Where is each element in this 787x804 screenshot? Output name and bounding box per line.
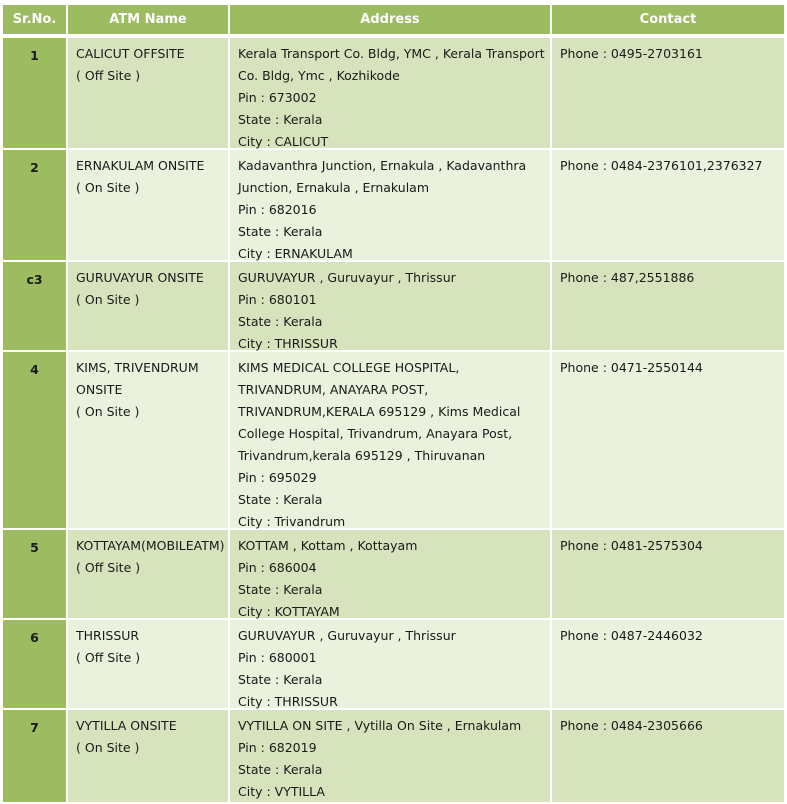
table-row [3,38,784,150]
city: City : ERNAKULAM [238,246,353,261]
state: State : Kerala [238,224,323,239]
address-line: Kadavanthra Junction, Ernakula , Kadavanthra [238,158,527,173]
atm-name-cell [68,262,230,350]
address-line: GURUVAYUR , Guruvayur , Thrissur [238,270,456,285]
address-cell [230,150,552,260]
city: City : KOTTAYAM [238,604,340,619]
address-line: College Hospital, Trivandrum, Anayara Post, [238,426,513,441]
table-row [3,262,784,352]
address-cell [230,262,552,350]
pin-code: Pin : 680101 [238,292,317,307]
atm-name: ONSITE [76,382,123,397]
pin-code: Pin : 682016 [238,202,317,217]
pin-code: Pin : 695029 [238,470,317,485]
address-cell [230,620,552,708]
pin-code: Pin : 680001 [238,650,317,665]
address-line: Kerala Transport Co. Bldg, YMC , Kerala Transport [238,46,545,61]
contact-cell: Phone : 0471-2550144 [552,352,784,528]
state: State : Kerala [238,762,323,777]
contact-cell: Phone : 0487-2446032 [552,620,784,708]
atm-name: KIMS, TRIVENDRUM [76,360,199,375]
city: City : THRISSUR [238,336,338,351]
atm-name-cell [68,620,230,708]
address-cell [230,710,552,802]
atm-name-cell [68,710,230,802]
contact-cell: Phone : 0481-2575304 [552,530,784,618]
site-type: ( On Site ) [76,292,140,307]
address-cell [230,530,552,618]
address-cell [230,352,552,528]
sr-no-cell: c3 [3,262,68,350]
table-row [3,530,784,620]
pin-code: Pin : 682019 [238,740,317,755]
atm-name-cell [68,38,230,148]
table-row [3,620,784,710]
state: State : Kerala [238,492,323,507]
table-row [3,150,784,262]
contact-cell: Phone : 0484-2305666 [552,710,784,802]
atm-name: THRISSUR [76,628,140,643]
address-line: KIMS MEDICAL COLLEGE HOSPITAL, [238,360,460,375]
table-body [3,38,784,804]
state: State : Kerala [238,672,323,687]
atm-name: GURUVAYUR ONSITE [76,270,204,285]
address-line: TRIVANDRUM, ANAYARA POST, [238,382,429,397]
atm-table [3,5,784,804]
address-line: VYTILLA ON SITE , Vytilla On Site , Ernakulam [238,718,522,733]
sr-no-cell: 2 [3,150,68,260]
header-sr-no: Sr.No. [3,5,68,34]
sr-no-cell: 4 [3,352,68,528]
atm-name: VYTILLA ONSITE [76,718,177,733]
sr-no-cell: 7 [3,710,68,802]
state: State : Kerala [238,112,323,127]
state: State : Kerala [238,314,323,329]
pin-code: Pin : 673002 [238,90,317,105]
city: City : VYTILLA [238,784,325,799]
contact-cell: Phone : 0495-2703161 [552,38,784,148]
site-type: ( Off Site ) [76,560,141,575]
city: City : Trivandrum [238,514,346,529]
atm-name: ERNAKULAM ONSITE [76,158,205,173]
address-cell [230,38,552,148]
table-row [3,352,784,530]
address-line: GURUVAYUR , Guruvayur , Thrissur [238,628,456,643]
atm-name-cell [68,150,230,260]
atm-name-cell [68,352,230,528]
contact-cell: Phone : 487,2551886 [552,262,784,350]
address-line: Co. Bldg, Ymc , Kozhikode [238,68,400,83]
sr-no-cell: 6 [3,620,68,708]
site-type: ( On Site ) [76,404,140,419]
address-line: KOTTAM , Kottam , Kottayam [238,538,418,553]
city: City : THRISSUR [238,694,338,709]
state: State : Kerala [238,582,323,597]
table-header [3,5,784,34]
atm-name: CALICUT OFFSITE [76,46,185,61]
atm-name: KOTTAYAM(MOBILEATM) [76,538,225,553]
contact-cell: Phone : 0484-2376101,2376327 [552,150,784,260]
site-type: ( On Site ) [76,180,140,195]
pin-code: Pin : 686004 [238,560,317,575]
header-atm-name: ATM Name [68,5,230,34]
atm-name-cell [68,530,230,618]
sr-no-cell: 5 [3,530,68,618]
site-type: ( On Site ) [76,740,140,755]
address-line: Trivandrum,kerala 695129 , Thiruvanan [238,448,486,463]
site-type: ( Off Site ) [76,650,141,665]
table-row [3,710,784,804]
city: City : CALICUT [238,134,329,149]
site-type: ( Off Site ) [76,68,141,83]
header-contact: Contact [552,5,784,34]
sr-no-cell: 1 [3,38,68,148]
address-line: TRIVANDRUM,KERALA 695129 , Kims Medical [238,404,521,419]
address-line: Junction, Ernakula , Ernakulam [238,180,430,195]
header-address: Address [230,5,552,34]
